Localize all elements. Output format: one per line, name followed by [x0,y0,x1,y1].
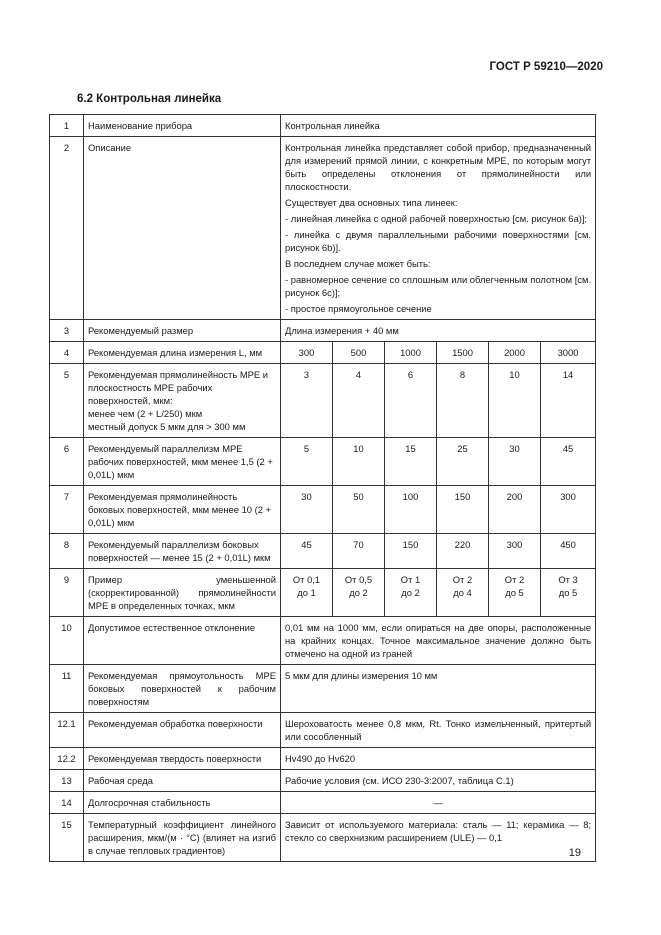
value-cell: 45 [281,534,333,569]
description-paragraph: В последнем случае может быть: [285,258,431,269]
table-row [50,713,596,748]
row-value: 0,01 мм на 1000 мм, если опираться на две опоры, расположенные на крайних концах. Точное максимальное значение должно быть отмечено на одной из граней [281,617,596,665]
table-row [50,137,596,320]
row-number: 2 [50,137,84,320]
row-name-line: менее чем (2 + L/250) мкм [88,408,203,419]
value-cell: 3000 [541,342,596,364]
value-cell [281,569,333,617]
value-cell [541,569,596,617]
row-name: Описание [84,137,281,320]
row-name: Рекомендуемая обработка поверхности [84,713,281,748]
row-value: Контрольная линейка [281,115,596,137]
table-row [50,115,596,137]
value-cell: 30 [489,438,541,486]
value-cell: 45 [541,438,596,486]
value-cell: 10 [489,364,541,438]
row-name: Долгосрочная стабильность [84,792,281,814]
row-number: 12.1 [50,713,84,748]
value-cell: 150 [385,534,437,569]
row-value: 5 мкм для длины измерения 10 мм [281,665,596,713]
value-cell: 6 [385,364,437,438]
row-name: Допустимое естественное отклонение [84,617,281,665]
value-cell: 150 [437,486,489,534]
value-cell: 300 [489,534,541,569]
value-cell: 200 [489,486,541,534]
value-line: От 3 [558,574,578,585]
value-cell: 1500 [437,342,489,364]
row-number: 5 [50,364,84,438]
table-row [50,320,596,342]
value-line: до 5 [558,587,578,598]
value-cell: 450 [541,534,596,569]
description-paragraph: Контрольная линейка представляет собой прибор, предназначенный для измерений прямой линии, с конкретным MPE, по которым могут быть определены отклонения от прямолинейности или плоскостности. [285,142,592,192]
page-number: 19 [568,847,581,859]
value-line: От 0,1 [292,574,321,585]
row-name: Рекомендуемая прямолинейность боковых поверхностей, мкм менее 10 (2 + 0,01L) мкм [84,486,281,534]
row-number: 4 [50,342,84,364]
value-cell: 220 [437,534,489,569]
table-row [50,748,596,770]
value-cell: 300 [281,342,333,364]
row-name: Температурный коэффициент линейного расширения, мкм/(м · °С) (влияет на изгиб в случае тепловых градиентов) [84,814,281,862]
description-paragraph: - линейная линейка с одной рабочей поверхностью [см. рисунок 6a)]; [285,213,588,224]
value-cell: 14 [541,364,596,438]
table-row [50,814,596,862]
description-paragraph: Существует два основных типа линеек: [285,197,458,208]
row-value: Зависит от используемого материала: сталь — 11; керамика — 8; стекло со сверхнизким расширением (ULE) — 0,1 [281,814,596,862]
row-name-line: Рекомендуемая прямолинейность MPE и плоскостность MPE рабочих поверхностей, мкм: [88,369,268,406]
row-name: Рекомендуемый параллелизм MPE рабочих поверхностей, мкм менее 1,5 (2 + 0,01L) мкм [84,438,281,486]
row-number: 7 [50,486,84,534]
description-paragraph: - простое прямоугольное сечение [285,303,432,314]
row-value: Рабочие условия (см. ИСО 230-3:2007, таблица С.1) [281,770,596,792]
row-number: 15 [50,814,84,862]
value-cell: 50 [333,486,385,534]
row-name: Рекомендуемая длина измерения L, мм [84,342,281,364]
value-cell: 100 [385,486,437,534]
value-cell: 2000 [489,342,541,364]
row-number: 1 [50,115,84,137]
row-name: Рекомендуемый размер [84,320,281,342]
section-title: 6.2 Контрольная линейка [77,93,222,105]
document-id: ГОСТ Р 59210—2020 [489,61,603,73]
value-line: От 2 [504,574,525,585]
value-cell: 5 [281,438,333,486]
value-line: до 2 [349,587,368,598]
table-row [50,486,596,534]
value-cell: 30 [281,486,333,534]
row-value: Шероховатость менее 0,8 мкм, Rt. Тонко измельченный, притертый или сособленный [281,713,596,748]
row-number: 12.2 [50,748,84,770]
value-line: до 5 [505,587,524,598]
row-number: 14 [50,792,84,814]
row-name: Рабочая среда [84,770,281,792]
row-name: Рекомендуемая прямоугольность MPE боковых поверхностей к рабочим поверхностям [84,665,281,713]
table-row [50,364,596,438]
row-number: 10 [50,617,84,665]
table-row [50,770,596,792]
value-line: до 4 [453,587,472,598]
table-row [50,342,596,364]
row-number: 8 [50,534,84,569]
value-cell [489,569,541,617]
row-number: 3 [50,320,84,342]
value-cell: 4 [333,364,385,438]
spec-table [49,114,596,862]
value-cell: 10 [333,438,385,486]
row-number: 9 [50,569,84,617]
table-row [50,569,596,617]
value-line: до 1 [297,587,316,598]
row-name: Рекомендуемая твердость поверхности [84,748,281,770]
value-cell: 15 [385,438,437,486]
table-row [50,438,596,486]
value-cell: 3 [281,364,333,438]
row-value: Длина измерения + 40 мм [281,320,596,342]
row-number: 6 [50,438,84,486]
value-cell: 70 [333,534,385,569]
table-row [50,534,596,569]
row-number: 13 [50,770,84,792]
table-row [50,665,596,713]
value-cell: 300 [541,486,596,534]
table-row [50,792,596,814]
row-name-line: местный допуск 5 мкм для > 300 мм [88,421,246,432]
description-paragraph: - линейка с двумя параллельными рабочими поверхностями [см. рисунок 6b)]. [285,229,592,253]
table-row [50,617,596,665]
value-cell [333,569,385,617]
row-value: — [281,792,596,814]
value-line: до 2 [401,587,420,598]
row-name: Пример уменьшенной (скорректированной) прямолинейности MPE в определенных точках, мкм [84,569,281,617]
value-line: От 0,5 [344,574,373,585]
row-value-description [281,137,596,320]
value-cell: 8 [437,364,489,438]
row-name: Наименование прибора [84,115,281,137]
row-number: 11 [50,665,84,713]
value-cell [385,569,437,617]
value-line: От 1 [400,574,421,585]
description-paragraph: - равномерное сечение со сплошным или облегченным полотном [см. рисунок 6c)]; [285,274,592,298]
value-cell: 500 [333,342,385,364]
row-value: Hv490 до Hv620 [281,748,596,770]
value-line: От 2 [452,574,473,585]
row-name [84,364,281,438]
value-cell: 25 [437,438,489,486]
value-cell [437,569,489,617]
row-name: Рекомендуемый параллелизм боковых поверхностей — менее 15 (2 + 0,01L) мкм [84,534,281,569]
value-cell: 1000 [385,342,437,364]
